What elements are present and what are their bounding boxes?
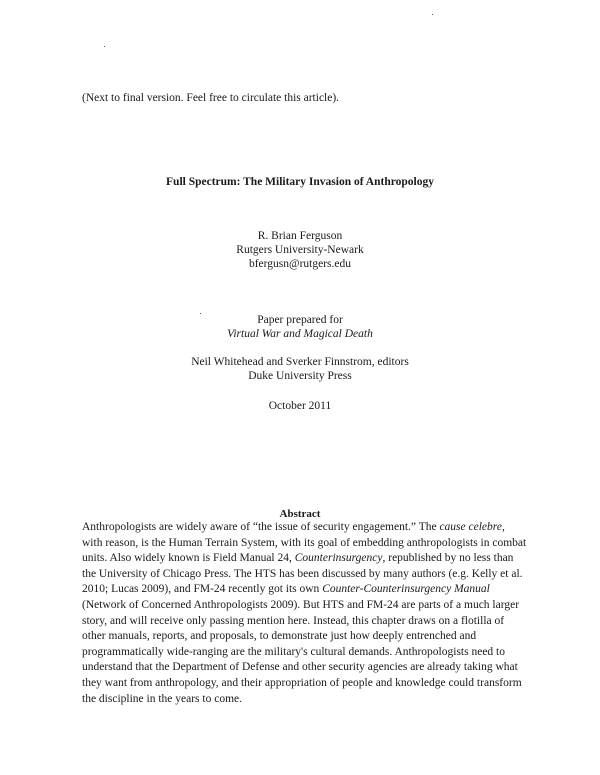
abstract-line: the discipline in the years to come. <box>82 692 242 705</box>
abstract-line: other manuals, reports, and proposals, to demonstrate just how deeply entrenched and <box>82 630 477 643</box>
abstract-line: programmatically wide-ranging are the military's cultural demands. Anthropologists need to <box>82 645 505 658</box>
date-block <box>0 399 600 413</box>
abstract-line: 2010; Lucas 2009), and FM-24 recently got its own Counter-Counterinsurgency Manual <box>82 583 490 596</box>
author-email: bfergusn@rutgers.edu <box>248 258 352 270</box>
abstract-line: Anthropologists are widely aware of “the issue of security engagement.” The cause celebre, <box>82 521 505 533</box>
abstract-line: understand that the Department of Defense and other security agencies are already taking what <box>82 661 518 674</box>
editors-names: Neil Whitehead and Sverker Finnstrom, editors <box>191 356 409 368</box>
author-name: R. Brian Ferguson <box>257 230 343 242</box>
abstract-line: with reason, is the Human Terrain System, with its goal of embedding anthropologists in combat <box>82 536 527 549</box>
preparation-line: Paper prepared for <box>257 314 343 326</box>
abstract-body <box>82 520 544 707</box>
abstract-line: they want from anthropology, and their appropriation of people and knowledge could transform <box>82 676 522 689</box>
editors-block <box>0 355 600 383</box>
preparation-block <box>0 313 600 341</box>
scan-speck <box>432 14 433 15</box>
abstract-heading: Abstract <box>279 508 321 520</box>
date: October 2011 <box>268 400 332 412</box>
abstract-line: (Network of Concerned Anthropologists 2009). But HTS and FM-24 are parts of a much larger <box>82 598 520 611</box>
author-affiliation: Rutgers University-Newark <box>236 244 364 256</box>
abstract-line: the University of Chicago Press. The HTS has been discussed by many authors (e.g. Kelly et al. <box>82 567 523 580</box>
scan-speck <box>104 46 105 47</box>
author-block <box>0 229 600 271</box>
publisher: Duke University Press <box>248 370 352 382</box>
book-title: Virtual War and Magical Death <box>227 328 373 340</box>
circulation-note: (Next to final version. Feel free to circulate this article). <box>82 92 340 104</box>
abstract-line: units. Also widely known is Field Manual 24, Counterinsurgency, republished by no less than <box>82 552 514 565</box>
abstract-line: story, and will receive only passing mention here. Instead, this chapter draws on a flotilla of <box>82 614 505 627</box>
paper-title: Full Spectrum: The Military Invasion of Anthropology <box>166 176 434 188</box>
